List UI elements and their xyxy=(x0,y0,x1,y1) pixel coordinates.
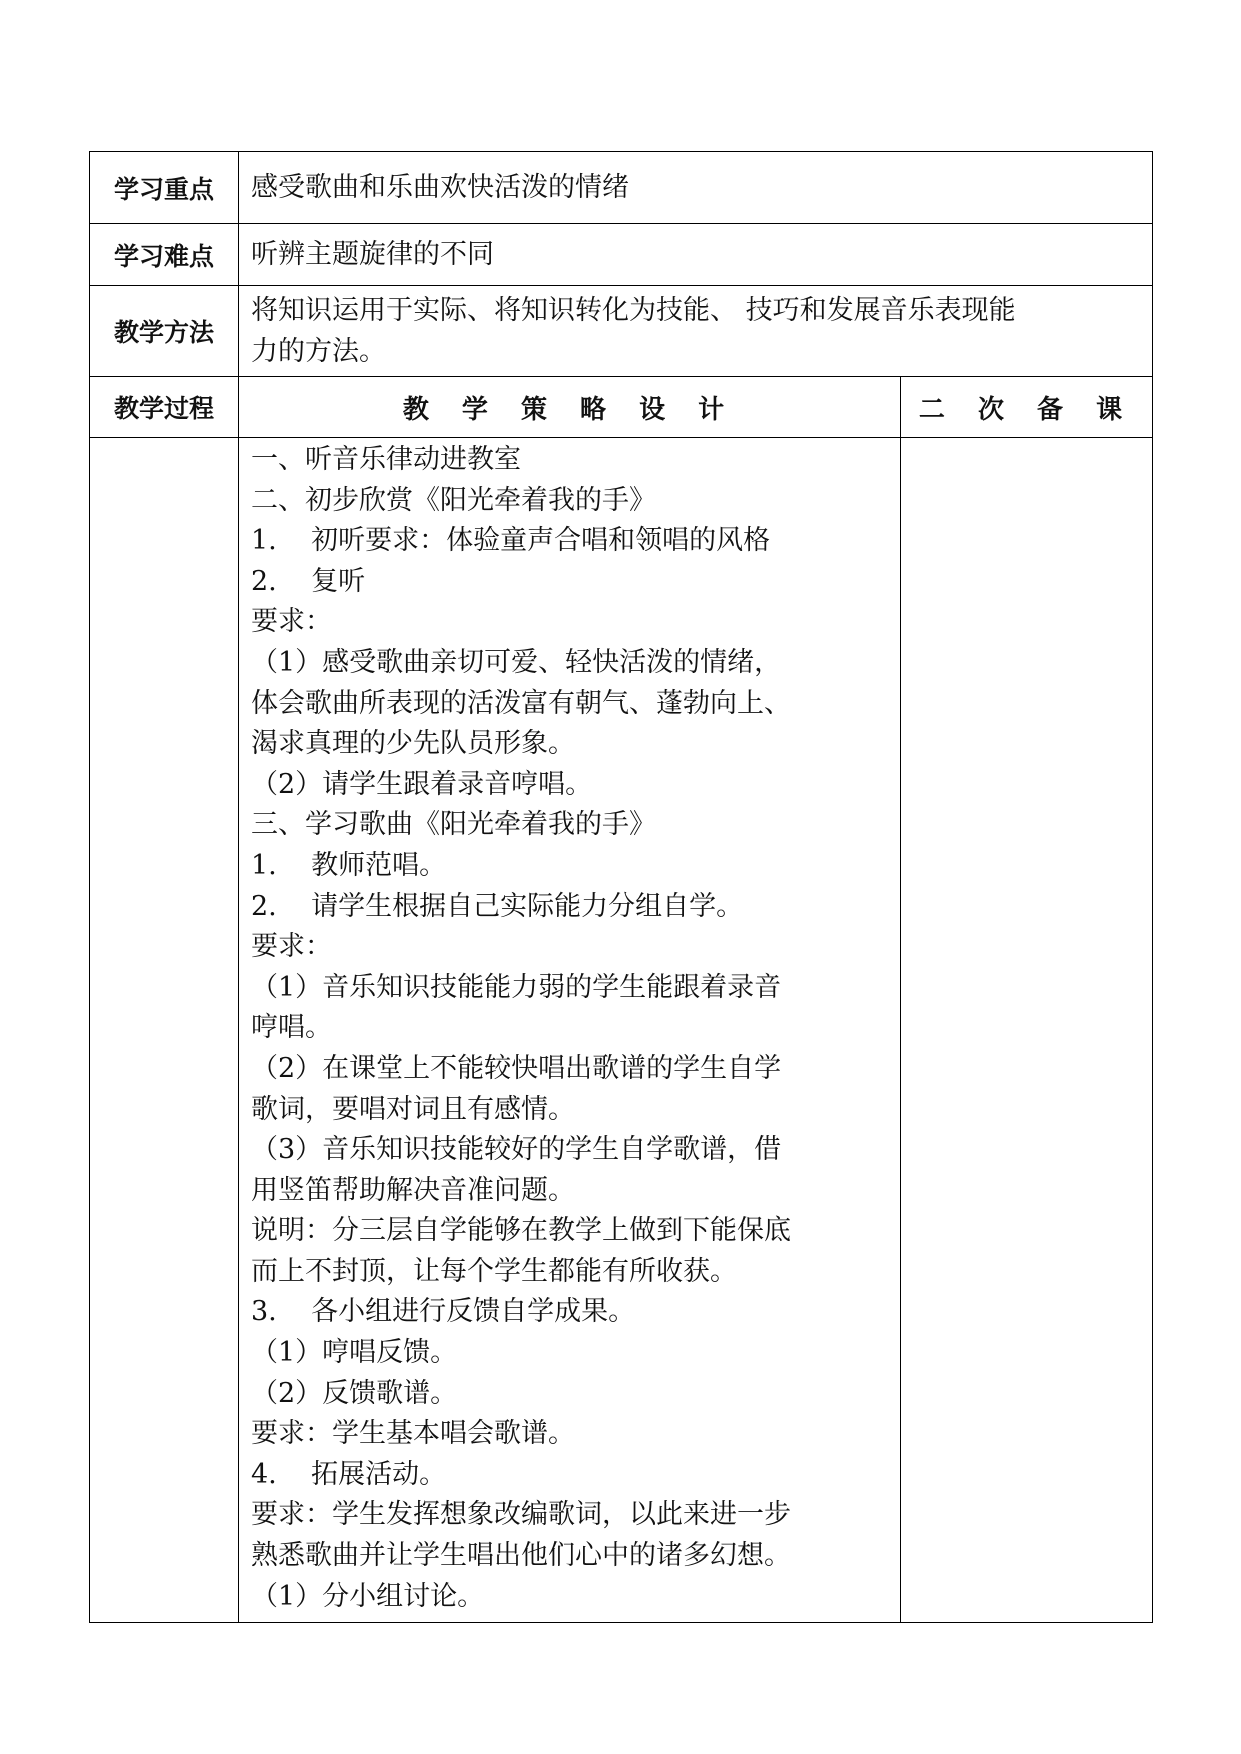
strategy-line: 要求：学生发挥想象改编歌词，以此来进一步 xyxy=(251,1499,791,1531)
strategy-header: 教 学 策 略 设 计 xyxy=(239,377,901,438)
row-focus xyxy=(90,152,1153,224)
strategy-line: 三、学习歌曲《阳光牵着我的手》 xyxy=(251,809,656,841)
strategy-line: 2. 复听 xyxy=(251,565,366,597)
difficulty-content: 听辨主题旋律的不同 xyxy=(239,224,1153,286)
strategy-line: （2）在课堂上不能较快唱出歌谱的学生自学 xyxy=(251,1052,782,1084)
strategy-line: （3）音乐知识技能较好的学生自学歌谱，借 xyxy=(251,1134,782,1166)
method-line: 力的方法。 xyxy=(251,336,386,367)
strategy-line: 说明：分三层自学能够在教学上做到下能保底 xyxy=(251,1215,791,1247)
strategy-line: 要求：学生基本唱会歌谱。 xyxy=(251,1418,575,1450)
method-content xyxy=(239,286,1153,377)
strategy-line: （1）哼唱反馈。 xyxy=(251,1337,458,1369)
strategy-lines xyxy=(251,440,890,1617)
strategy-line: 2. 请学生根据自己实际能力分组自学。 xyxy=(251,890,744,922)
strategy-line: （2）请学生跟着录音哼唱。 xyxy=(251,768,593,800)
strategy-line: 要求： xyxy=(251,931,332,963)
strategy-line: （1）分小组讨论。 xyxy=(251,1580,485,1612)
strategy-line: 而上不封顶，让每个学生都能有所收获。 xyxy=(251,1255,737,1287)
strategy-line: 二、初步欣赏《阳光牵着我的手》 xyxy=(251,484,656,516)
focus-label: 学习重点 xyxy=(90,152,239,224)
second-prep-header: 二 次 备 课 xyxy=(901,377,1153,438)
row-method xyxy=(90,286,1153,377)
strategy-line: （1）感受歌曲亲切可爱、轻快活泼的情绪， xyxy=(251,646,782,678)
second-prep-notes-cell xyxy=(901,438,1153,1623)
strategy-line: 要求： xyxy=(251,606,332,638)
strategy-line: 用竖笛帮助解决音准问题。 xyxy=(251,1174,575,1206)
strategy-line: （2）反馈歌谱。 xyxy=(251,1377,458,1409)
difficulty-label: 学习难点 xyxy=(90,224,239,286)
method-line: 将知识运用于实际、将知识转化为技能、 技巧和发展音乐表现能 xyxy=(251,295,1016,326)
strategy-line: （1）音乐知识技能能力弱的学生能跟着录音 xyxy=(251,971,782,1003)
strategy-line: 1. 初听要求：体验童声合唱和领唱的风格 xyxy=(251,525,771,557)
process-label: 教学过程 xyxy=(90,377,239,438)
process-label-empty-cell xyxy=(90,438,239,1623)
strategy-line: 体会歌曲所表现的活泼富有朝气、蓬勃向上、 xyxy=(251,687,791,719)
method-label: 教学方法 xyxy=(90,286,239,377)
strategy-line: 熟悉歌曲并让学生唱出他们心中的诸多幻想。 xyxy=(251,1540,791,1572)
row-process-body xyxy=(90,438,1153,1623)
strategy-line: 1. 教师范唱。 xyxy=(251,849,447,881)
strategy-line: 4. 拓展活动。 xyxy=(251,1458,447,1490)
strategy-line: 哼唱。 xyxy=(251,1012,332,1044)
focus-content: 感受歌曲和乐曲欢快活泼的情绪 xyxy=(239,152,1153,224)
lesson-plan-table xyxy=(89,151,1153,1623)
row-difficulty xyxy=(90,224,1153,286)
strategy-content xyxy=(239,438,901,1623)
row-process-header xyxy=(90,377,1153,438)
strategy-line: 歌词，要唱对词且有感情。 xyxy=(251,1093,575,1125)
strategy-line: 3. 各小组进行反馈自学成果。 xyxy=(251,1296,636,1328)
strategy-line: 一、听音乐律动进教室 xyxy=(251,444,521,475)
strategy-line: 渴求真理的少先队员形象。 xyxy=(251,728,575,760)
